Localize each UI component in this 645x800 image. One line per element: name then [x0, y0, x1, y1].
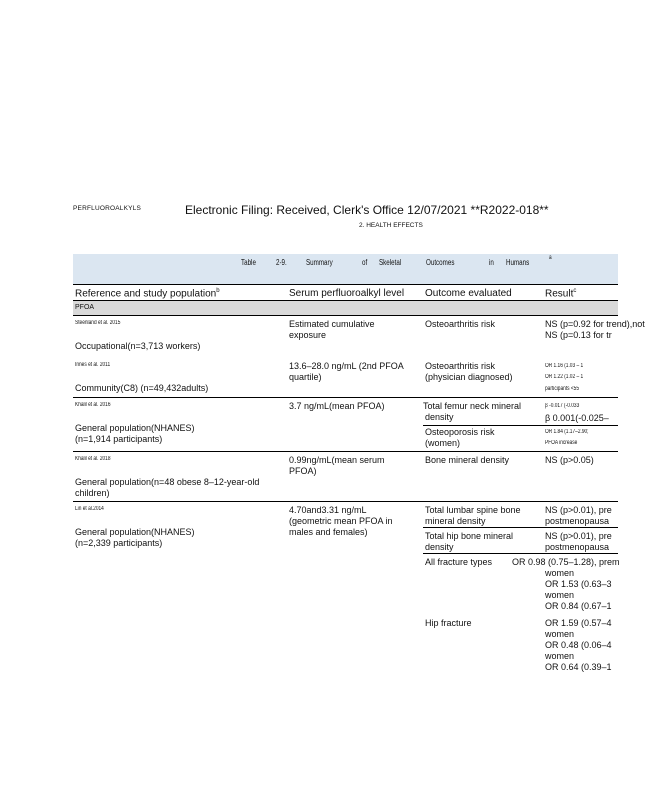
result: OR 1.53 (0.63–3 [545, 579, 612, 589]
table-subrule [423, 527, 618, 528]
result: OR 1.84 (1.17–2.90; [545, 429, 589, 435]
outcome: mineral density [425, 516, 486, 526]
outcome: Osteoarthritis risk [425, 361, 496, 371]
serum-level: (geometric mean PFOA in [289, 516, 393, 526]
column-header-result: Result$^c$ [545, 288, 577, 300]
study-population: Occupational(n=3,713 workers) [75, 341, 201, 351]
study-population: General population(NHANES) [75, 423, 195, 433]
outcome: Total lumbar spine bone [425, 505, 521, 515]
table-caption-band [73, 254, 618, 284]
result: NS (p>0.05) [545, 455, 594, 465]
outcome: density [425, 542, 454, 552]
reference-citation: Khalil et al. 2018 [75, 456, 111, 462]
column-header-outcome: Outcome evaluated [425, 288, 512, 299]
section-label: PFOA [75, 304, 95, 311]
result: OR 0.48 (0.06–4 [545, 640, 612, 650]
caption-superscript: a [549, 255, 552, 261]
serum-level: males and females) [289, 527, 368, 537]
reference-citation: Steenland et al. 2015 [75, 320, 121, 326]
column-header-serum: Serum perfluoroalkyl level [289, 288, 405, 299]
outcome: Osteoporosis risk [425, 427, 495, 437]
result: OR 1.16 (1.03 – 1 [545, 363, 584, 369]
study-population: General population(n=48 obese 8–12-year-old [75, 477, 260, 487]
filing-stamp: Electronic Filing: Received, Clerk's Office 12/07/2021 **R2022-018** [185, 203, 549, 217]
result: women [545, 629, 575, 639]
result: postmenopausa [545, 542, 610, 552]
caption-word: 2-9. [276, 258, 287, 267]
serum-level: PFOA) [289, 466, 317, 476]
section-band [73, 301, 618, 315]
reference-citation: Innes et al. 2011 [75, 362, 111, 368]
outcome: Hip fracture [425, 618, 472, 628]
serum-level: 4.70and3.31 ng/mL [289, 505, 367, 515]
outcome: All fracture types [425, 557, 493, 567]
caption-word: in [489, 258, 494, 267]
study-population: children) [75, 488, 110, 498]
table-rule [73, 451, 618, 452]
result: NS (p=0.13 for tr [545, 330, 612, 340]
reference-citation: Lin et al.2014 [75, 506, 104, 512]
study-population: Community(C8) (n=49,432adults) [75, 383, 209, 393]
table-subrule [423, 425, 618, 426]
study-population: General population(NHANES) [75, 527, 195, 537]
serum-level: Estimated cumulative [289, 319, 375, 329]
outcome: Total hip bone mineral [425, 531, 514, 541]
caption-word: Table [241, 258, 256, 267]
caption-word: Summary [306, 258, 333, 267]
result: NS (p>0.01), pre [545, 505, 612, 515]
result: postmenopausa [545, 516, 610, 526]
caption-word: Humans [506, 258, 530, 267]
reference-citation: Khalil et al. 2016 [75, 402, 111, 408]
study-population: (n=2,339 participants) [75, 538, 163, 548]
result: participants <55 [545, 386, 580, 392]
table-rule [73, 501, 618, 502]
serum-level: 0.99ng/mL(mean serum [289, 455, 385, 465]
result: OR 0.64 (0.39–1 [545, 662, 612, 672]
outcome: (physician diagnosed) [425, 372, 513, 382]
table-subrule [423, 553, 618, 554]
running-header-left: PERFLUOROALKYLS [73, 205, 142, 212]
result: women [545, 590, 575, 600]
result: OR 0.84 (0.67–1 [545, 601, 612, 611]
serum-level: quartile) [289, 372, 322, 382]
serum-level: exposure [289, 330, 327, 340]
table-rule [73, 284, 618, 285]
result: OR 1.22 (1.02 – 1 [545, 374, 584, 380]
serum-level: 3.7 ng/mL(mean PFOA) [289, 401, 385, 411]
result: β -0.017 (-0.033 [545, 403, 580, 409]
caption-word: Skeletal [379, 258, 402, 267]
outcome: Bone mineral density [425, 455, 510, 465]
outcome: Total femur neck mineral [423, 401, 522, 411]
outcome: density [425, 412, 454, 422]
result: women [545, 651, 575, 661]
result: β 0.001(-0.025– [545, 413, 609, 423]
result: women [545, 568, 575, 578]
study-population: (n=1,914 participants) [75, 434, 163, 444]
result: PFOA increase [545, 440, 578, 446]
caption-word: Outcomes [426, 258, 455, 267]
result: OR 0.98 (0.75–1.28), prem [512, 557, 620, 567]
result: NS (p>0.01), pre [545, 531, 612, 541]
caption-word: of [362, 258, 368, 267]
serum-level: 13.6–28.0 ng/mL (2nd PFOA [289, 361, 404, 371]
table-rule [73, 397, 618, 398]
result: NS (p=0.92 for trend),not [545, 319, 645, 329]
column-header-reference: Reference and study population$^b$ [75, 288, 220, 300]
outcome: (women) [425, 438, 461, 448]
result: OR 1.59 (0.57–4 [545, 618, 612, 628]
table-rule [73, 315, 618, 316]
outcome: Osteoarthritis risk [425, 319, 496, 329]
section-header: 2. HEALTH EFFECTS [359, 222, 423, 229]
